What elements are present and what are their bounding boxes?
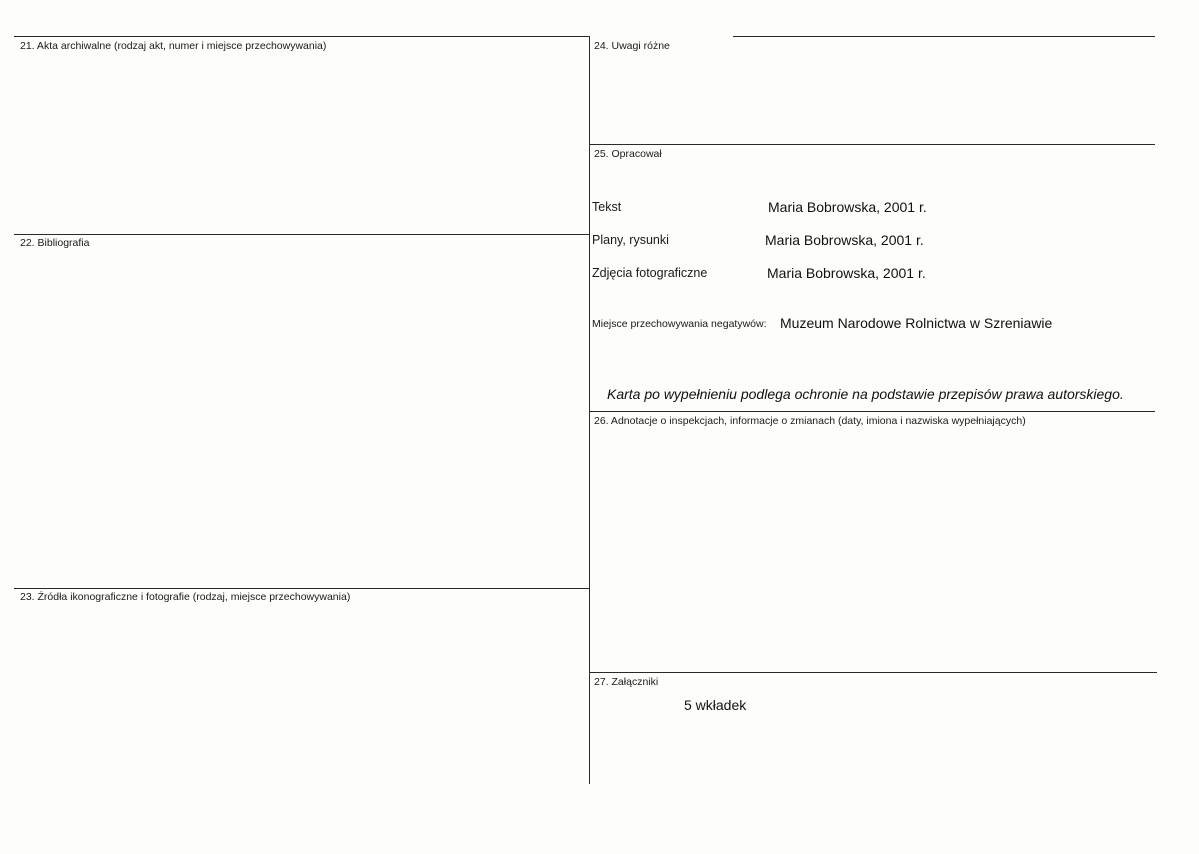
- section-25-label: 25. Opracował: [594, 148, 662, 160]
- section-27-label: 27. Załączniki: [594, 676, 659, 688]
- plans-author-label: Plany, rysunki: [592, 233, 669, 247]
- copyright-notice: Karta po wypełnieniu podlega ochronie na podstawie przepisów prawa autorskiego.: [607, 386, 1124, 402]
- photos-author-label: Zdjęcia fotograficzne: [592, 266, 708, 280]
- negatives-location-label: Miejsce przechowywania negatywów:: [592, 318, 767, 330]
- section-24-label: 24. Uwagi różne: [594, 40, 670, 52]
- photos-author-value: Maria Bobrowska, 2001 r.: [767, 265, 926, 281]
- top-border-left: [14, 36, 589, 37]
- section-22-label: 22. Bibliografia: [20, 237, 90, 249]
- attachments-value: 5 wkładek: [684, 697, 747, 713]
- text-author-label: Tekst: [592, 200, 622, 214]
- text-author-value: Maria Bobrowska, 2001 r.: [768, 199, 927, 215]
- top-border-right: [733, 36, 1155, 37]
- section-23-label: 23. Źródła ikonograficzne i fotografie (rodzaj, miejsce przechowywania): [20, 591, 351, 603]
- plans-author-value: Maria Bobrowska, 2001 r.: [765, 232, 924, 248]
- divider-23: [14, 588, 589, 589]
- divider-27: [589, 672, 1157, 673]
- divider-26: [589, 411, 1155, 412]
- negatives-location-value: Muzeum Narodowe Rolnictwa w Szreniawie: [780, 315, 1053, 331]
- divider-25: [589, 144, 1155, 145]
- section-21-label: 21. Akta archiwalne (rodzaj akt, numer i miejsce przechowywania): [20, 40, 327, 52]
- divider-22: [14, 234, 589, 235]
- section-26-label: 26. Adnotacje o inspekcjach, informacje o zmianach (daty, imiona i nazwiska wypełniających): [594, 415, 1026, 427]
